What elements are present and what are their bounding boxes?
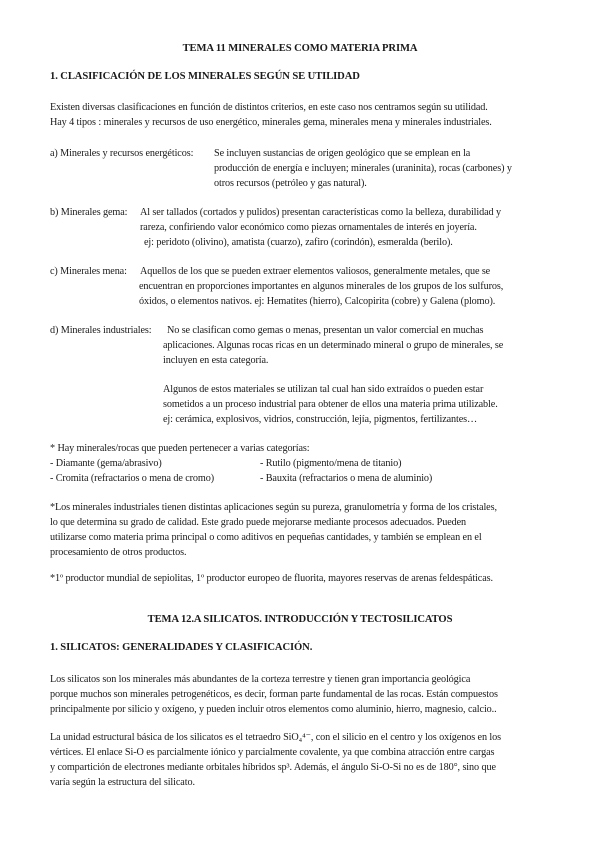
item-b-line-2: rareza, confiriendo valor económico como piezas ornamentales de interés en joyería. — [140, 222, 477, 233]
paragraph-productor: *1º productor mundial de sepiolitas, 1º productor europeo de fluorita, mayores reservas de arenas feldespáticas. — [50, 573, 493, 584]
item-d-line-2: aplicaciones. Algunas rocas ricas en un determinado mineral o grupo de minerales, se — [163, 340, 504, 351]
note-item-cromita: - Cromita (refractarios o mena de cromo) — [50, 473, 215, 484]
item-a-line-1: Se incluyen sustancias de origen geológico que se emplean en la — [214, 148, 471, 159]
item-b-label: b) Minerales gema: — [50, 207, 128, 218]
item-d-line-5: sometidos a un proceso industrial para obtener de ellos una materia prima utilizable. — [163, 399, 498, 410]
tema12-title: TEMA 12.A SILICATOS. INTRODUCCIÓN Y TECTOSILICATOS — [147, 614, 453, 625]
silicatos-paragraph1-line-3: principalmente por silicio y oxígeno, y pueden incluir otros elementos como aluminio, hierro, magnesio, calcio.. — [50, 704, 497, 715]
paragraph-industrial-line-3: utilizarse como materia prima principal o como aditivos en pequeñas cantidades, y también se emplean en el — [50, 532, 482, 543]
item-d-line-4: Algunos de estos materiales se utilizan tal cual han sido extraídos o pueden estar — [163, 384, 484, 395]
silicatos-paragraph2-line-4: varía según la estructura del silicato. — [50, 777, 195, 788]
note-item-rutilo: - Rutilo (pigmento/mena de titanio) — [260, 458, 402, 469]
item-a-line-3: otros recursos (petróleo y gas natural). — [214, 178, 367, 189]
item-c-line-1: Aquellos de los que se pueden extraer elementos valiosos, generalmente metales, que se — [140, 266, 491, 277]
silicatos-paragraph2-line-1: La unidad estructural básica de los silicatos es el tetraedro SiO₄⁴⁻, con el silicio en el centro y los oxígenos en los — [50, 732, 501, 743]
item-c-label: c) Minerales mena: — [50, 266, 127, 277]
paragraph-industrial-line-4: procesamiento de otros productos. — [50, 547, 187, 558]
item-a-label: a) Minerales y recursos energéticos: — [50, 148, 194, 159]
silicatos-paragraph1-line-1: Los silicatos son los minerales más abundantes de la corteza terrestre y tienen gran importancia geológica — [50, 674, 471, 685]
silicatos-paragraph2-line-3: y compartición de electrones mediante orbitales híbridos sp³. Además, el ángulo Si-O-Si no es de 180°, sino que — [50, 762, 496, 773]
item-c-line-3: óxidos, o elementos nativos. ej: Hematites (hierro), Calcopirita (cobre) y Galena (plomo). — [139, 296, 496, 307]
paragraph-industrial-line-1: *Los minerales industriales tienen distintas aplicaciones según su pureza, granulometría y forma de los cristales, — [50, 502, 497, 513]
section-heading-silicatos: 1. SILICATOS: GENERALIDADES Y CLASIFICACIÓN. — [50, 642, 313, 653]
item-d-line-6: ej: cerámica, explosivos, vidrios, construcción, lejía, pigmentos, fertilizantes… — [163, 414, 478, 425]
item-b-line-3: ej: peridoto (olivino), amatista (cuarzo), zafiro (corindón), esmeralda (berilo). — [144, 237, 453, 248]
paragraph-industrial-line-2: lo que determina su grado de calidad. Este grado puede mejorarse mediante procesos adecuados. Pueden — [50, 517, 467, 528]
section-heading-clasificacion: 1. CLASIFICACIÓN DE LOS MINERALES SEGÚN SE UTILIDAD — [50, 71, 360, 82]
note-item-diamante: - Diamante (gema/abrasivo) — [50, 458, 162, 469]
item-a-line-2: producción de energía e incluyen; minerales (uraninita), rocas (carbones) y — [214, 163, 512, 174]
item-d-label: d) Minerales industriales: — [50, 325, 152, 336]
item-b-line-1: Al ser tallados (cortados y pulidos) presentan características como la belleza, durabilidad y — [140, 207, 501, 218]
silicatos-paragraph2-line-2: vértices. El enlace Si-O es parcialmente iónico y parcialmente covalente, ya que combina atracción entre cargas — [50, 747, 495, 758]
item-c-line-2: encuentran en proporciones importantes en algunos minerales de los grupos de los sulfuros, — [139, 281, 504, 292]
item-d-line-1: No se clasifican como gemas o menas, presentan un valor comercial en muchas — [167, 325, 484, 336]
intro-line-1: Existen diversas clasificaciones en función de distintos criterios, en este caso nos centramos según su utilidad. — [50, 102, 488, 113]
note-star: * Hay minerales/rocas que pueden pertenecer a varias categorías: — [50, 443, 310, 454]
item-d-line-3: incluyen en esta categoría. — [163, 355, 269, 366]
tema11-title: TEMA 11 MINERALES COMO MATERIA PRIMA — [182, 43, 418, 54]
silicatos-paragraph1-line-2: porque muchos son minerales petrogenéticos, es decir, forman parte fundamental de las rocas. Están compuestos — [50, 689, 498, 700]
note-item-bauxita: - Bauxita (refractarios o mena de aluminio) — [260, 473, 433, 484]
intro-line-2: Hay 4 tipos : minerales y recursos de uso energético, minerales gema, minerales mena y minerales industriales. — [50, 117, 492, 128]
